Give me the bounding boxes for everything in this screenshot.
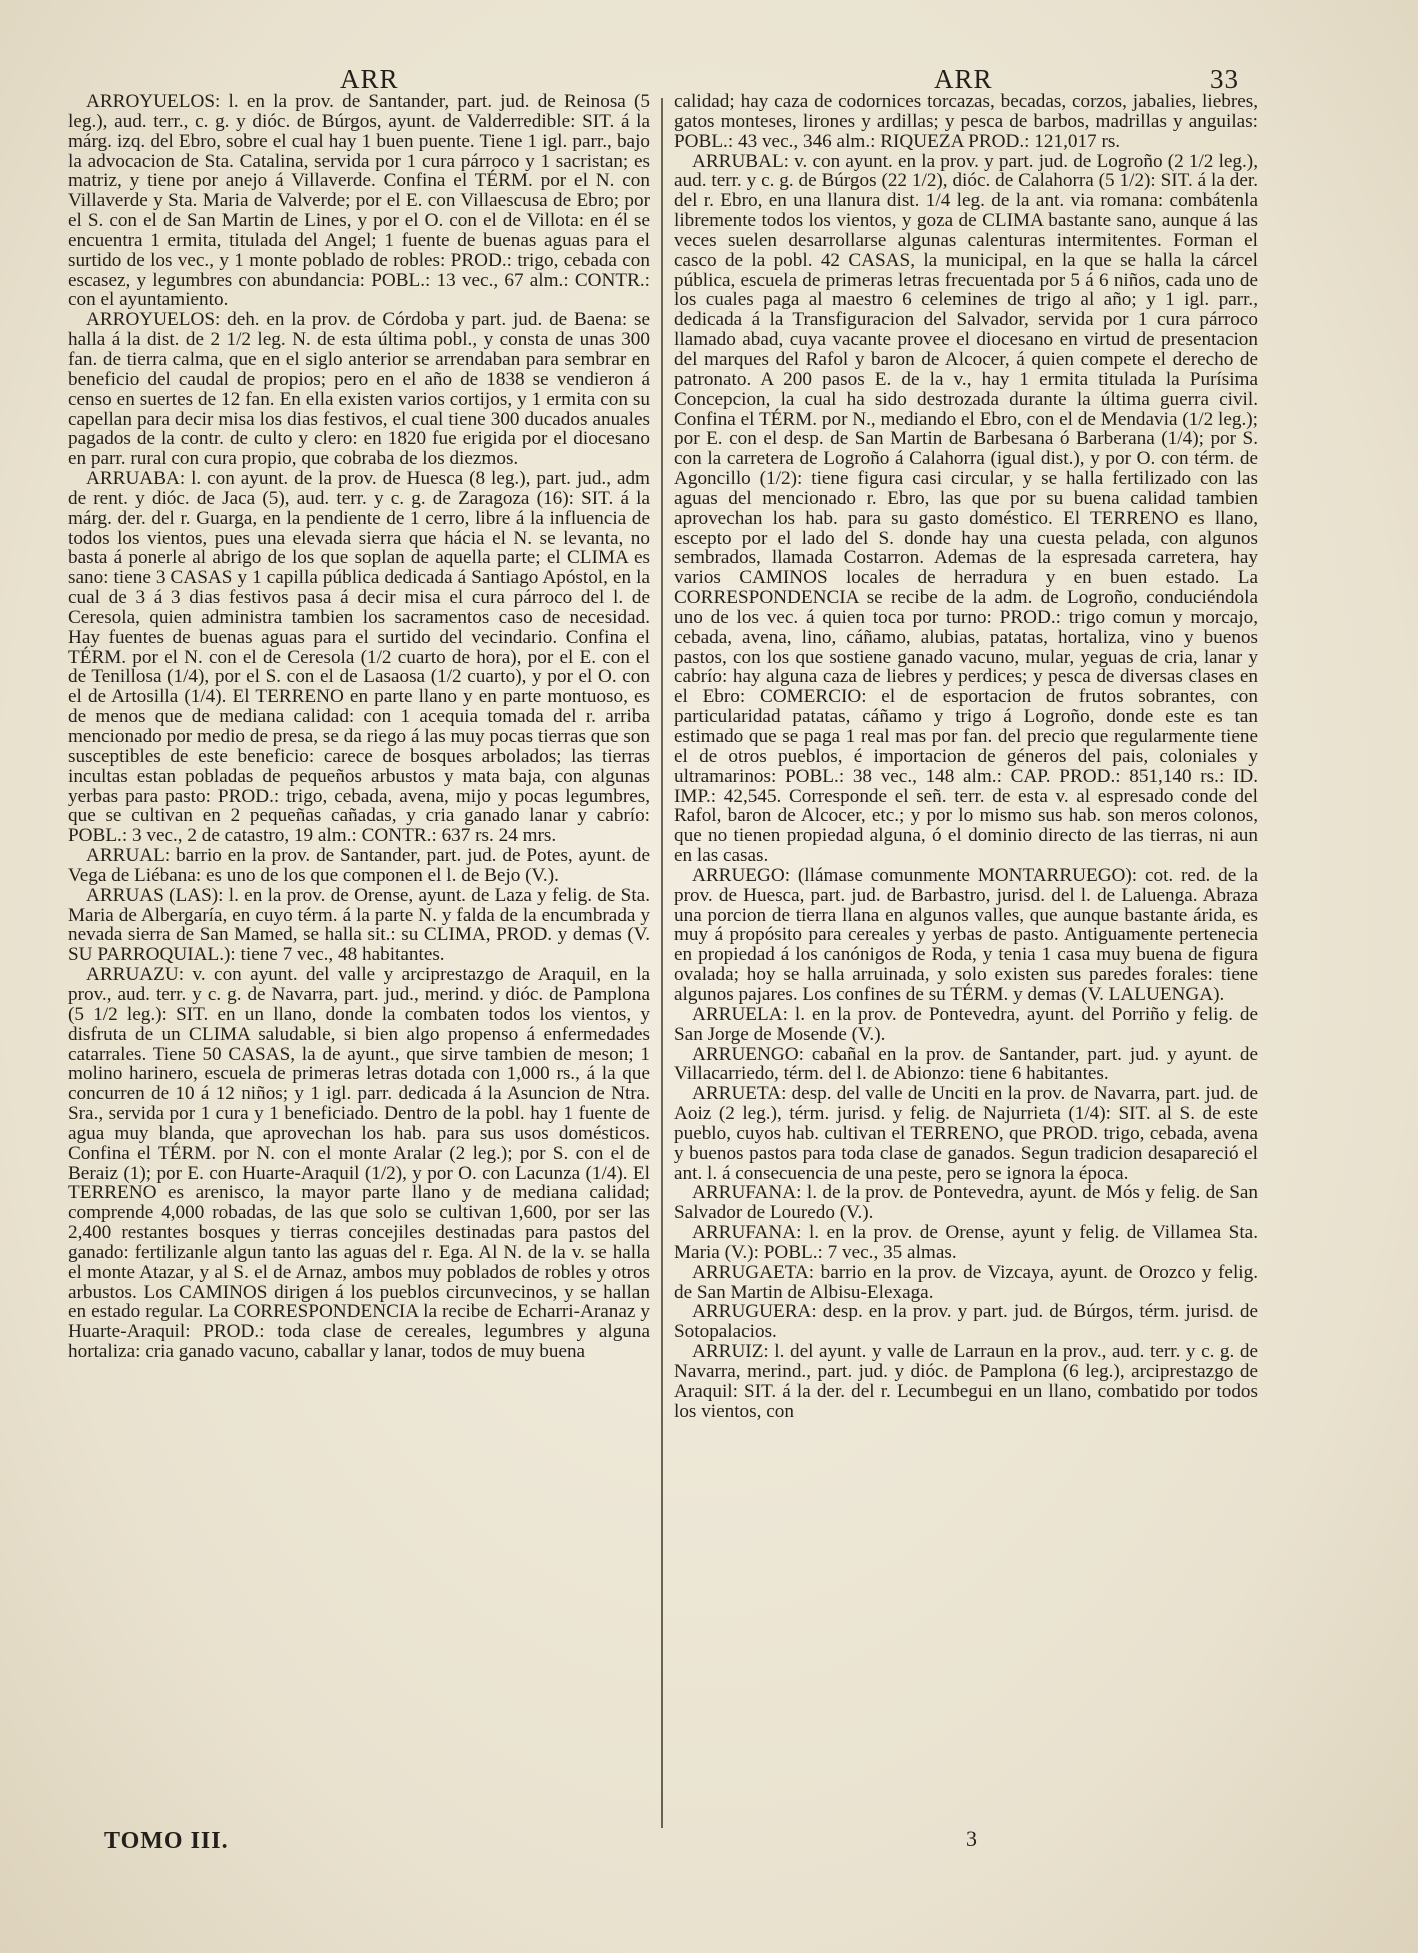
column-divider xyxy=(661,98,663,1828)
entry: ARRUENGO: cabañal en la prov. de Santander, part. jud. y ayunt. de Villacarriedo, térm. del l. de Abionzo: tiene 6 habitantes. xyxy=(674,1043,1258,1085)
entry: ARRUABA: l. con ayunt. de la prov. de Huesca (8 leg.), part. jud., adm de rent. y dióc. de Jaca (5), aud. terr. y c. g. de Zaragoza (16): SIT. á la márg. der. del r. Guarga, en la pendiente de 1 cerro, libre á la influencia de todos los vientos, pues una elevada sierra que hácia el N. se levanta, no basta á ponerle al abrigo de los que soplan de aquella parte; el CLIMA es sano: tiene 3 CASAS y 1 capilla pública dedicada á Santiago Apóstol, en la cual de 3 á 3 dias festivos pasa á decir misa el cura párroco del l. de Ceresola, quien administra tambien los sacramentos caso de necesidad. Hay fuentes de buenas aguas para el surtido del vecindario. Confina el TÉRM. por el N. con el de Ceresola (1/2 cuarto de hora), por el E. con el de Tenillosa (1/4), por el S. con el de Lasaosa (1/2 cuarto), y por el O. con el de Artosilla (1/4). El TERRENO en parte llano y en parte montuoso, es de menos que de mediana calidad: con 1 acequia tomada del r. arriba mencionado por medio de presa, se da riego á las muy pocas tierras que son susceptibles de este beneficio: carece de bosques arbolados; las tierras incultas estan pobladas de pequeños arbustos y mata baja, con algunas yerbas para pasto: PROD.: trigo, cebada, avena, mijo y pocas legumbres, que se cultivan en 2 pequeñas cañadas, y cria ganado lanar y cabrío: POBL.: 3 vec., 2 de catastro, 19 alm.: CONTR.: 637 rs. 24 mrs. xyxy=(68,468,650,847)
entry: ARRUBAL: v. con ayunt. en la prov. y part. jud. de Logroño (2 1/2 leg.), aud. terr. y c. g. de Búrgos (22 1/2), dióc. de Calahorra (5 1/2): SIT. á la der. del r. Ebro, en una llanura dist. 1/4 leg. de la ant. via romana: combátenla libremente todos los vientos, y goza de CLIMA bastante sano, aunque á las veces suelen desarrollarse algunas calenturas intermitentes. Forman el casco de la pobl. 42 CASAS, la municipal, en la que se halla la cárcel pública, escuela de primeras letras frecuentada por 5 á 6 niños, cada uno de los cuales paga al maestro 6 celemines de trigo al año; y 1 igl. parr., dedicada á la Transfiguracion del Salvador, servida por 1 cura párroco llamado abad, cuya vacante provee el diocesano en virtud de presentacion del marques del Rafol y baron de Alcocer, á quien compete el derecho de patronato. A 200 pasos E. de la v., hay 1 ermita titulada la Purísima Concepcion, la cual ha sido destrozada durante la última guerra civil. Confina el TÉRM. por N., mediando el Ebro, con el de Mendavia (1/2 leg.); por E. con el desp. de San Martin de Barbesana ó Barberana (1/4); por S. con la carretera de Logroño á Calahorra (igual dist.), y por O. con térm. de Agoncillo (1/2): tiene figura casi circular, y se halla fertilizado con las aguas del mencionado r. Ebro, las que por su buena calidad tambien aprovechan los hab. para su gasto doméstico. El TERRENO es llano, escepto por el lado del S. donde hay una cuesta pelada, con algunos sembrados, llamada Costarron. Ademas de la espresada carretera, hay varios CAMINOS locales de herradura y en buen estado. La CORRESPONDENCIA se recibe de la adm. de Logroño, conduciéndola uno de los vec. á quien toca por turno: PROD.: trigo comun y morcajo, cebada, avena, lino, cáñamo, alubias, patatas, hortaliza, vino y buenos pastos, con los que sostiene ganado vacuno, mular, yeguas de cria, lanar y cabrío: hay alguna caza de liebres y perdices; y pesca de diversas clases en el Ebro: COMERCIO: el de esportacion de frutos sobrantes, con particularidad patatas, cáñamo y trigo á Logroño, donde este es tan estimado que se paga 1 real mas por fan. del precio que regularmente tiene el de otros pueblos, é importacion de géneros del pais, coloniales y ultramarinos: POBL.: 38 vec., 148 alm.: CAP. PROD.: 851,140 rs.: ID. IMP.: 42,545. Corresponde el señ. terr. de esta v. al espresado conde del Rafol, baron de Alcocer, etc.; y por lo mismo sus hab. son meros colonos, que no tienen propiedad alguna, ó el dominio directo de las tierras, ni aun en las casas. xyxy=(674,150,1258,867)
signature-mark: 3 xyxy=(966,1826,977,1851)
left-running-head: ARR xyxy=(340,64,399,94)
entry: ARRUFANA: l. de la prov. de Pontevedra, ayunt. de Mós y felig. de San Salvador de Louredo (V.). xyxy=(674,1182,1258,1224)
right-column xyxy=(674,92,1258,1422)
entry: ARROYUELOS: deh. en la prov. de Córdoba y part. jud. de Baena: se halla á la dist. de 2 1/2 leg. N. de esta última pobl., y consta de unas 300 fan. de tierra calma, que en el siglo anterior se arrendaban para sembrar en beneficio del caudal de propios; pero en el año de 1838 se vendieron á censo en suertes de 12 fan. En ella existen varios cortijos, y 1 ermita con su capellan para decir misa los dias festivos, el cual tiene 300 ducados anuales pagados de la contr. de culto y clero: en 1820 fue erigida por el diocesano en parr. rural con cura propio, que cobraba de los diezmos. xyxy=(68,309,650,470)
volume-label: TOMO III. xyxy=(104,1828,229,1854)
page-number: 33 xyxy=(1210,64,1239,94)
entry: ARRUGAETA: barrio en la prov. de Vizcaya, ayunt. de Orozco y felig. de San Martin de Albisu-Elexaga. xyxy=(674,1261,1258,1303)
center-running-head: ARR xyxy=(934,64,993,94)
entry: ARRUELA: l. en la prov. de Pontevedra, ayunt. del Porriño y felig. de San Jorge de Mosende (V.). xyxy=(674,1003,1258,1045)
entry: ARRUFANA: l. en la prov. de Orense, ayunt y felig. de Villamea Sta. Maria (V.): POBL.: 7 vec., 35 almas. xyxy=(674,1222,1258,1263)
entry: calidad; hay caza de codornices torcazas, becadas, corzos, jabalies, liebres, gatos monteses, lirones y ardillas; y pesca de barbos, madrillas y anguilas: POBL.: 43 vec., 346 alm.: RIQUEZA PROD.: 121,017 rs. xyxy=(674,91,1258,152)
entry: ARRUETA: desp. del valle de Unciti en la prov. de Navarra, part. jud. de Aoiz (2 leg.), térm. jurisd. y felig. de Najurrieta (1/4): SIT. al S. de este pueblo, cuyos hab. cultivan el TERRENO, que PROD. trigo, cebada, avena y buenos pastos para toda clase de ganados. Segun tradicion desapareció el ant. l. á consecuencia de una peste, pero se ignora la época. xyxy=(674,1083,1258,1184)
entry: ARRUAS (LAS): l. en la prov. de Orense, ayunt. de Laza y felig. de Sta. Maria de Albergaría, en cuyo térm. á la parte N. y falda de la encumbrada y nevada sierra de San Mamed, se halla sit.: su CLIMA, PROD. y demas (V. SU PARROQUIAL.): tiene 7 vec., 48 habitantes. xyxy=(68,884,650,966)
entry: ARRUEGO: (llámase comunmente MONTARRUEGO): cot. red. de la prov. de Huesca, part. jud. de Barbastro, jurisd. del l. de Laluenga. Abraza una porcion de tierra llana en algunos valles, que aunque bastante árida, es muy á propósito para cereales y yerbas de pasto. Antiguamente pertenecia en propiedad á los canónigos de Roda, y tenia 1 casa muy buena de figura ovalada; hoy se halla arruinada, y solo existen sus paredes forales: tiene algunos pajares. Los confines de su TÉRM. y demas (V. LALUENGA). xyxy=(674,864,1258,1005)
entry: ARRUAL: barrio en la prov. de Santander, part. jud. de Potes, ayunt. de Vega de Liébana: es uno de los que componen el l. de Bejo (V.). xyxy=(68,845,650,886)
entry: ARRUIZ: l. del ayunt. y valle de Larraun en la prov., aud. terr. y c. g. de Navarra, merind., part. jud. y dióc. de Pamplona (6 leg.), arciprestazgo de Araquil: SIT. á la der. del r. Lecumbegui en un llano, combatido por todos los vientos, con xyxy=(674,1341,1258,1422)
left-column xyxy=(68,92,650,1362)
entry: ARROYUELOS: l. en la prov. de Santander, part. jud. de Reinosa (5 leg.), aud. terr., c. g. y dióc. de Búrgos, ayunt. de Valderredible: SIT. á la márg. izq. del Ebro, sobre el cual hay 1 buen puente. Tiene 1 igl. parr., bajo la advocacion de Sta. Catalina, servida por 1 cura párroco y 1 sacristan; es matriz, y tiene por anejo á Villaverde. Confina el TÉRM. por el N. con Villaverde y Sta. Maria de Valverde; por el E. con Villaescusa de Ebro; por el S. con el de San Martin de Lines, y por el O. con el de Villota: en él se encuentra 1 ermita, titulada del Angel; 1 fuente de buenas aguas para el surtido de los vec., y 1 monte poblado de robles: PROD.: trigo, cebada con escasez, y legumbres con abundancia: POBL.: 13 vec., 67 alm.: CONTR.: con el ayuntamiento. xyxy=(68,91,650,311)
entry: ARRUGUERA: desp. en la prov. y part. jud. de Búrgos, térm. jurisd. de Sotopalacios. xyxy=(674,1301,1258,1343)
entry: ARRUAZU: v. con ayunt. del valle y arciprestazgo de Araquil, en la prov., aud. terr. y c. g. de Navarra, part. jud., merind. y dióc. de Pamplona (5 1/2 leg.): SIT. en un llano, donde la combaten todos los vientos, y disfruta de un CLIMA saludable, si bien algo propenso á enfermedades catarrales. Tiene 50 CASAS, la de ayunt., que sirve tambien de meson; 1 molino harinero, escuela de primeras letras dotada con 1,000 rs., á la que concurren de 10 á 12 niños; y 1 igl. parr. dedicada á la Asuncion de Ntra. Sra., servida por 1 cura y 1 beneficiado. Dentro de la pobl. hay 1 fuente de agua muy blanda, que aprovechan los hab. para sus usos domésticos. Confina el TÉRM. por N. con el monte Aralar (2 leg.); por S. con el de Beraiz (1); por E. con Huarte-Araquil (1/2), y por O. con Lacunza (1/4). El TERRENO es arenisco, la mayor parte llano y de mediana calidad; comprende 4,000 robadas, de las que solo se cultivan 1,600, por ser las 2,400 restantes bosques y tierras concejiles destinadas para pastos del ganado: fertilizanle algun tanto las aguas del r. Ega. Al N. de la v. se halla el monte Atazar, y al S. el de Arnaz, ambos muy poblados de robles y otros arbustos. Los CAMINOS dirigen á los pueblos circunvecinos, y se hallan en estado regular. La CORRESPONDENCIA la recibe de Echarri-Aranaz y Huarte-Araquil: PROD.: toda clase de cereales, legumbres y alguna hortaliza: cria ganado vacuno, caballar y lanar, todos de muy buena xyxy=(68,964,650,1363)
